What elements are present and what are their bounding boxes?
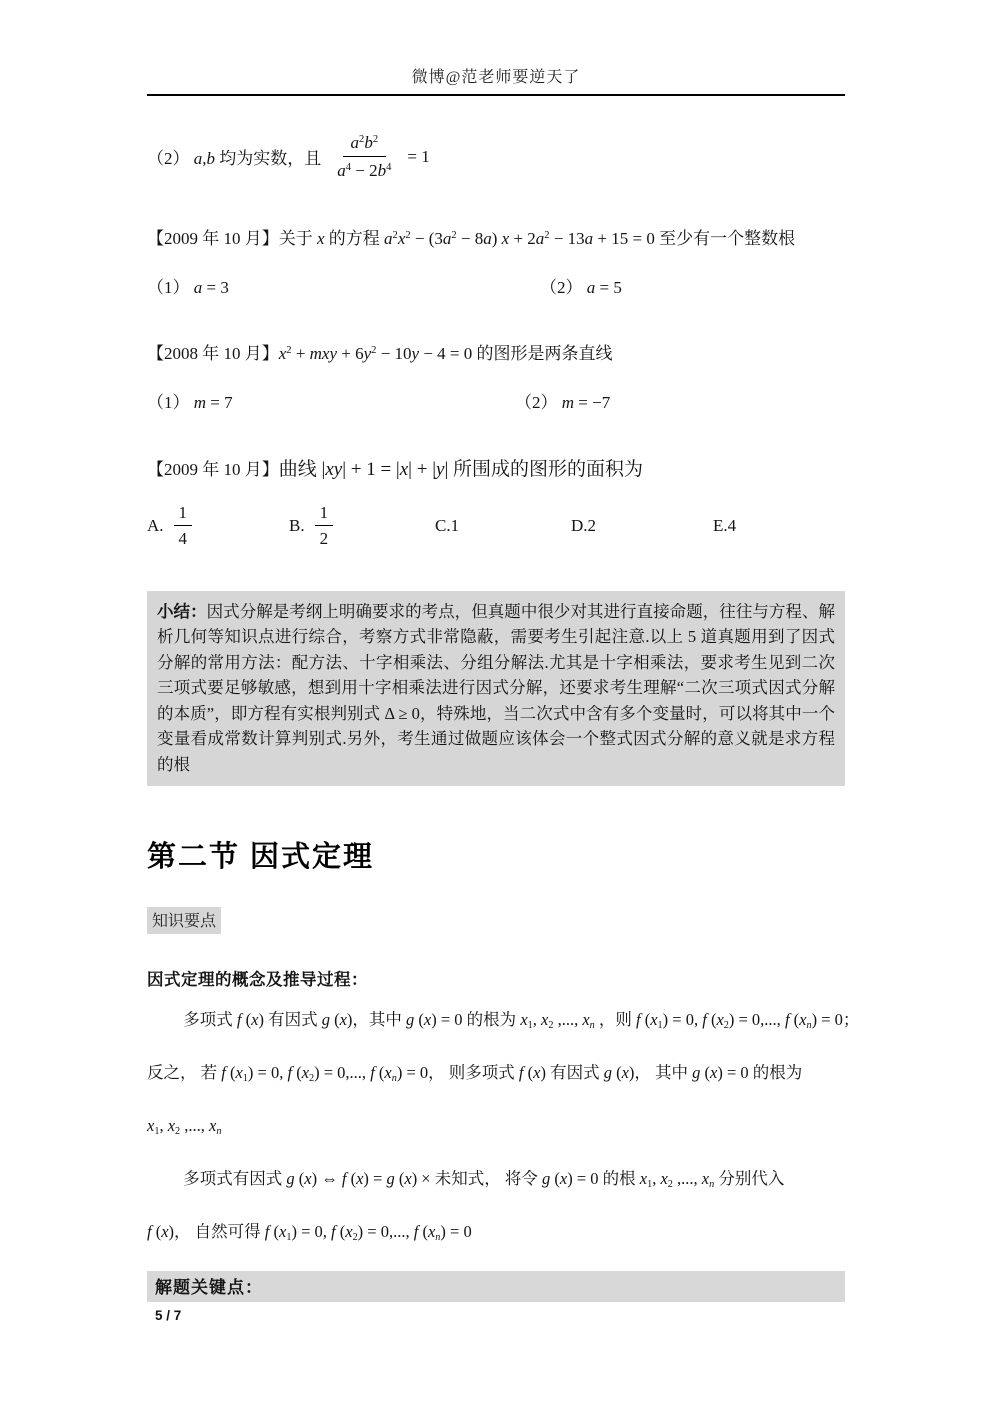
theory-line-3: $x_1$, $x_2$ ,..., $x_n$: [147, 1116, 222, 1137]
option-b: B. $\frac{1}{2}$: [289, 495, 333, 557]
concept-subheading: 因式定理的概念及推导过程：: [147, 971, 368, 989]
theory-line-4: 多项式有因式 g (x) ⇔ f (x) = g (x) × 未知式， 将令 g (x) = 0 的根 $x_1$, $x_2$ ,..., $x_n$ 分别代入: [183, 1169, 785, 1190]
question-conditions: [147, 388, 845, 412]
condition-2: （2） m = −7: [515, 392, 611, 412]
key-points-bar: 解题关键点：: [147, 1271, 845, 1302]
question-stem: 【2009 年 10 月】曲线 |xy| + 1 = |x| + |y| 所围成的图形的面积为: [147, 458, 643, 480]
summary-text: 因式分解是考纲上明确要求的考点，但真题中很少对其进行直接命题，往往与方程、解析几何等知识点进行综合，考察方式非常隐蔽，需要考生引起注意.以上 5 道真题用到了因式分解的常用方法：配方法、十字相乘法、分组分解法.尤其是十字相乘法，要求考生见到二次三项式要足够敏感，想到用十字相乘法进行因式分解，还要求考生理解“二次三项式因式分解的本质”，即方程有实根判别式 Δ ≥ 0，特殊地，当二次式中含有多个变量时，可以将其中一个变量看成常数计算判别式.另外，考生通过做题应该体会一个整式因式分解的意义就是求方程的根: [157, 601, 836, 774]
option-c: C.1: [435, 515, 460, 535]
fraction: [329, 132, 399, 182]
question-stem: 【2008 年 10 月】$x^2$ + mxy + $6y^2 - 10y - 4 = 0$ 的图形是两条直线: [147, 343, 613, 363]
theory-line-2: 反之， 若 f $(x_1) = 0$, f $(x_2) = 0$,..., f $(x_n) = 0$， 则多项式 f (x) 有因式 g (x)， 其中 g (x) = 0 的根为: [147, 1063, 803, 1084]
answer-options-row: [147, 495, 845, 557]
fraction: $\frac{1}{2}$: [315, 502, 334, 550]
section-heading: 第二节 因式定理: [147, 841, 375, 873]
header-rule: [147, 94, 845, 96]
problem-2-text: （2） a,b 均为实数，且: [147, 149, 322, 169]
option-e: E.4: [713, 515, 737, 535]
condition-2: （2） a = 5: [540, 277, 622, 297]
page-header-watermark: 微博@范老师要逆天了: [411, 69, 581, 86]
question-conditions: [147, 273, 845, 297]
theory-text: [147, 1006, 860, 1245]
condition-1: （1） m = 7: [147, 392, 233, 412]
question-2008-10: [147, 339, 845, 412]
fraction-denominator: $a^4 - 2b^4$: [337, 161, 392, 181]
question-tag: 【2008 年 10 月】: [147, 343, 279, 363]
problem-2: [147, 132, 845, 182]
question-2009-10-a: [147, 224, 845, 297]
knowledge-points-badge: 知识要点: [147, 907, 221, 934]
question-stem: 【2009 年 10 月】关于 x 的方程 $a^2x^2 - (3a^2 - 8a) x + 2a^2 - 13a + 15 = 0$ 至少有一个整数根: [147, 228, 796, 248]
theory-line-5: f (x)， 自然可得 f $(x_1) = 0$, f $(x_2) = 0$,..., f $(x_n) = 0$: [147, 1222, 472, 1243]
option-d: D.2: [571, 515, 597, 535]
theory-line-1: 多项式 f (x) 有因式 g (x)，其中 g (x) = 0 的根为 $x_1$, $x_2$ ,..., $x_n$ ，则 f $(x_1) = 0$, f $(x_2) = 0$,..., f $(x_n) = 0$；: [183, 1010, 860, 1031]
question-tag: 【2009 年 10 月】: [147, 459, 279, 479]
option-a: A. $\frac{1}{4}$: [147, 495, 192, 557]
page-number: 5 / 7: [155, 1308, 182, 1323]
condition-1: （1） a = 3: [147, 277, 229, 297]
summary-label: 小结：: [157, 601, 207, 621]
summary-box: [147, 591, 845, 787]
fraction-numerator: $a^2b^2$: [343, 132, 387, 157]
fraction: $\frac{1}{4}$: [174, 502, 193, 550]
question-tag: 【2009 年 10 月】: [147, 228, 279, 248]
question-2009-10-b: [147, 454, 845, 557]
problem-2-equals: = 1: [407, 146, 430, 166]
